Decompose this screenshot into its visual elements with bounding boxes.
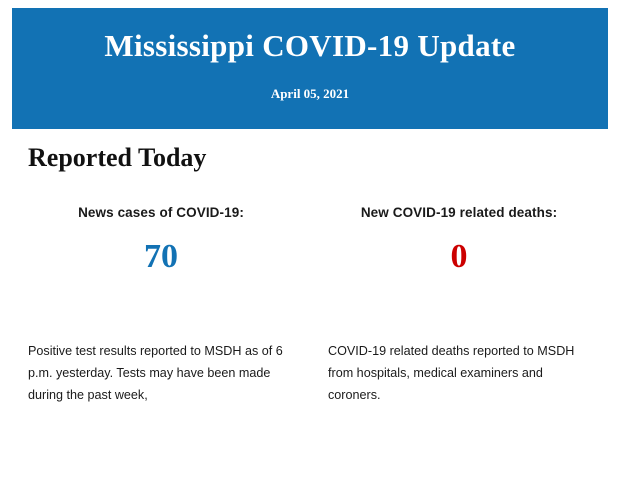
- report-date: April 05, 2021: [270, 86, 350, 101]
- stat-new-deaths: [310, 205, 608, 274]
- header-band: [12, 8, 608, 129]
- stat-label-new-cases: News cases of COVID-19:: [78, 205, 244, 220]
- notes-row: [12, 340, 608, 406]
- note-new-cases: Positive test results reported to MSDH as of 6 p.m. yesterday. Tests may have been made during the past week,: [28, 344, 283, 402]
- stat-value-new-deaths: 0: [450, 238, 468, 275]
- stat-new-cases: [12, 205, 310, 274]
- note-new-deaths: COVID-19 related deaths reported to MSDH from hospitals, medical examiners and coroners.: [328, 344, 575, 402]
- stat-label-new-deaths: New COVID-19 related deaths:: [360, 205, 558, 220]
- stat-value-new-cases: 70: [144, 238, 178, 275]
- page-title: Mississippi COVID-19 Update: [104, 28, 516, 63]
- stats-row: [12, 205, 608, 274]
- section-heading-reported-today: Reported Today: [28, 143, 207, 172]
